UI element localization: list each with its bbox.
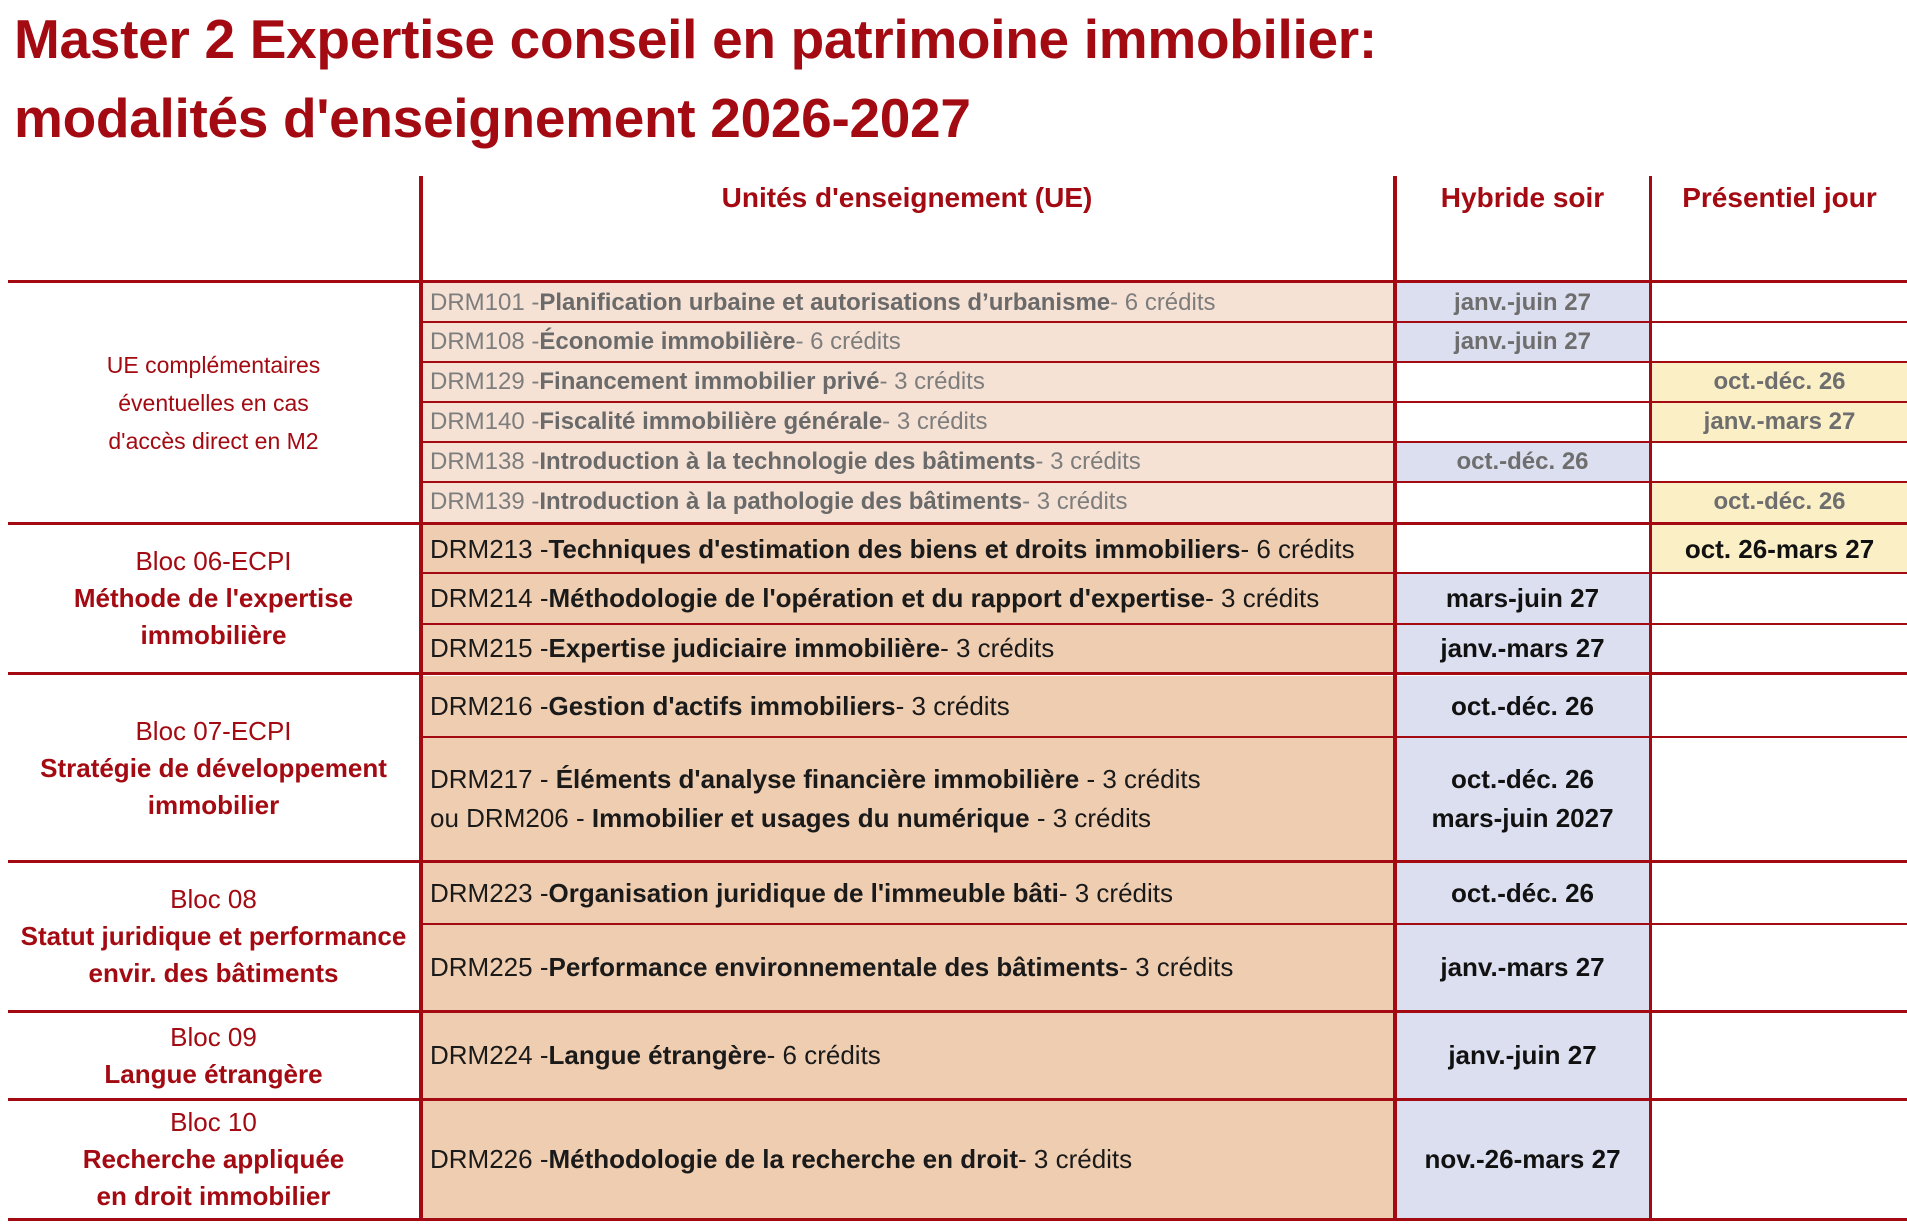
ue-cell: [422, 624, 1393, 672]
ue-cell: [422, 737, 1393, 860]
presentiel-jour-cell: [1652, 624, 1907, 672]
table-bottom-border: [8, 1218, 1907, 1221]
ue-code: DRM214 -: [430, 583, 549, 613]
group-label-line: envir. des bâtiments: [88, 958, 339, 988]
ue-name: Immobilier et usages du numérique: [591, 802, 1030, 833]
ue-name: Langue étrangère: [548, 1040, 767, 1070]
group-label-line: Langue étrangère: [104, 1058, 323, 1089]
ue-credits: - 3 crédits: [879, 368, 985, 395]
group-divider: [8, 860, 1907, 863]
hybride-period: mars-juin 2027: [1431, 802, 1614, 833]
group-divider: [8, 522, 1907, 525]
group-label: [8, 863, 419, 1010]
presentiel-jour-cell: [1652, 482, 1907, 522]
ue-cell: [422, 442, 1393, 482]
ue-code: DRM225 -: [430, 951, 549, 982]
row-divider: [419, 923, 1907, 925]
hybride-period: janv.-juin 27: [1454, 328, 1591, 355]
ue-credits: - 6 crédits: [795, 328, 901, 355]
ue-name: Introduction à la technologie des bâtiments: [539, 448, 1036, 475]
hybride-soir-cell: [1396, 482, 1649, 522]
ue-code: DRM101 -: [430, 288, 540, 316]
ue-cell: [422, 573, 1393, 624]
ue-credits: - 3 crédits: [1018, 1144, 1133, 1174]
hybride-soir-cell: [1396, 863, 1649, 924]
ue-cell: [422, 1101, 1393, 1218]
hybride-soir-cell: [1396, 362, 1649, 402]
ue-name: Fiscalité immobilière générale: [539, 408, 883, 435]
group-label-line: Stratégie de développement: [40, 752, 387, 783]
ue-credits: - 6 crédits: [1110, 288, 1216, 316]
hybride-soir-cell: [1396, 1013, 1649, 1098]
ue-cell: [422, 322, 1393, 362]
group-label: [8, 676, 419, 860]
group-label: [8, 1013, 419, 1098]
presentiel-jour-cell: [1652, 283, 1907, 322]
hybride-soir-cell: [1396, 573, 1649, 624]
group-label-line: Bloc 07-ECPI: [135, 715, 292, 746]
group-label-line: en droit immobilier: [96, 1181, 331, 1211]
ue-credits: - 3 crédits: [1035, 448, 1141, 475]
row-divider: [419, 401, 1907, 403]
ue-cell: [422, 924, 1393, 1010]
ue-credits: - 3 crédits: [1119, 951, 1234, 982]
ue-cell: [422, 362, 1393, 402]
group-label-line: Bloc 10: [170, 1107, 257, 1137]
hybride-soir-cell: [1396, 737, 1649, 860]
ue-code: DRM140 -: [430, 408, 540, 435]
presentiel-jour-cell: [1652, 402, 1907, 442]
group-label: [8, 283, 419, 522]
presentiel-jour-cell: [1652, 1101, 1907, 1218]
ue-credits: - 3 crédits: [1022, 488, 1128, 515]
presentiel-period: janv.-mars 27: [1703, 408, 1856, 435]
presentiel-jour-cell: [1652, 924, 1907, 1010]
row-divider: [419, 321, 1907, 323]
ue-cell: [422, 482, 1393, 522]
group-divider: [8, 1098, 1907, 1101]
ue-cell: [422, 1013, 1393, 1098]
presentiel-jour-cell: [1652, 322, 1907, 362]
ue-code: DRM215 -: [430, 632, 549, 663]
presentiel-period: oct.-déc. 26: [1713, 368, 1846, 395]
hybride-soir-cell: [1396, 442, 1649, 482]
hybride-period: janv.-juin 27: [1454, 288, 1591, 316]
ue-cell: [422, 283, 1393, 322]
ue-credits: - 3 crédits: [882, 408, 988, 435]
ue-name: Méthodologie de l'opération et du rapport d'expertise: [548, 583, 1206, 613]
ue-cell: [422, 402, 1393, 442]
group-label: [8, 1101, 419, 1218]
presentiel-jour-cell: [1652, 863, 1907, 924]
column-divider: [1393, 176, 1397, 1221]
ue-code: DRM226 -: [430, 1144, 549, 1174]
hybride-soir-cell: [1396, 283, 1649, 322]
hybride-period: janv.-juin 27: [1448, 1040, 1597, 1070]
group-label-line: Bloc 08: [170, 884, 257, 914]
group-label-line: immobilière: [140, 620, 287, 650]
ue-credits: - 3 crédits: [940, 632, 1055, 663]
ue-code: DRM129 -: [430, 368, 540, 395]
group-label-line: Statut juridique et performance: [20, 921, 407, 951]
ue-name: Gestion d'actifs immobiliers: [548, 691, 896, 721]
hybride-period: oct.-déc. 26: [1450, 691, 1595, 721]
header-ue: Unités d'enseignement (UE): [721, 182, 1093, 213]
group-divider: [8, 672, 1907, 675]
hybride-soir-cell: [1396, 924, 1649, 1010]
ue-cell: [422, 676, 1393, 737]
ue-name: Méthodologie de la recherche en droit: [548, 1144, 1019, 1174]
column-divider: [1649, 176, 1652, 1221]
hybride-soir-cell: [1396, 624, 1649, 672]
presentiel-jour-cell: [1652, 737, 1907, 860]
row-divider: [419, 736, 1907, 738]
ue-name: Planification urbaine et autorisations d’urbanisme: [539, 288, 1111, 316]
ue-code: DRM213 -: [430, 533, 549, 564]
group-label-line: Bloc 09: [170, 1021, 257, 1052]
ue-credits: - 3 crédits: [895, 691, 1010, 721]
ue-credits: - 6 crédits: [1240, 533, 1355, 564]
ue-code: DRM216 -: [430, 691, 549, 721]
presentiel-jour-cell: [1652, 573, 1907, 624]
ue-name: Financement immobilier privé: [539, 368, 880, 395]
ue-code: ou DRM206 -: [430, 802, 592, 833]
ue-credits: - 3 crédits: [1079, 763, 1201, 794]
ue-credits: - 6 crédits: [766, 1040, 881, 1070]
ue-cell: [422, 525, 1393, 573]
title-line-2: modalités d'enseignement 2026-2027: [14, 87, 971, 149]
hybride-period: oct.-déc. 26: [1456, 448, 1589, 475]
title-line-1: Master 2 Expertise conseil en patrimoine immobilier:: [14, 8, 1377, 70]
hybride-soir-cell: [1396, 402, 1649, 442]
group-label-line: d'accès direct en M2: [108, 427, 319, 454]
presentiel-jour-cell: [1652, 362, 1907, 402]
hybride-soir-cell: [1396, 525, 1649, 573]
ue-code: DRM138 -: [430, 448, 540, 475]
ue-code: DRM223 -: [430, 878, 549, 908]
hybride-soir-cell: [1396, 676, 1649, 737]
row-divider: [419, 481, 1907, 483]
ue-name: Performance environnementale des bâtiments: [548, 951, 1120, 982]
ue-code: DRM217 -: [430, 763, 556, 794]
ue-name: Introduction à la pathologie des bâtiments: [539, 488, 1023, 515]
ue-code: DRM139 -: [430, 488, 540, 515]
presentiel-jour-cell: [1652, 525, 1907, 573]
presentiel-period: oct. 26-mars 27: [1684, 533, 1875, 564]
row-divider: [419, 572, 1907, 574]
presentiel-jour-cell: [1652, 1013, 1907, 1098]
hybride-soir-cell: [1396, 1101, 1649, 1218]
hybride-period: janv.-mars 27: [1440, 951, 1605, 982]
group-label-line: immobilier: [147, 789, 280, 820]
row-divider: [419, 441, 1907, 443]
hybride-soir-cell: [1396, 322, 1649, 362]
column-divider: [419, 176, 423, 1221]
group-divider: [8, 1010, 1907, 1013]
group-label-line: Recherche appliquée: [82, 1144, 345, 1174]
presentiel-period: oct.-déc. 26: [1713, 488, 1846, 515]
row-divider: [419, 361, 1907, 363]
group-label-line: Bloc 06-ECPI: [135, 546, 292, 576]
row-divider: [419, 623, 1907, 625]
header-hybride-soir: Hybride soir: [1440, 182, 1605, 213]
ue-name: Éléments d'analyse financière immobilière: [555, 763, 1080, 794]
ue-credits: - 3 crédits: [1029, 802, 1151, 833]
group-label-line: UE complémentaires: [106, 351, 321, 378]
hybride-period: mars-juin 27: [1445, 583, 1600, 613]
header-presentiel-jour: Présentiel jour: [1682, 182, 1877, 213]
hybride-period: oct.-déc. 26: [1450, 763, 1595, 794]
ue-credits: - 3 crédits: [1205, 583, 1320, 613]
group-label-line: éventuelles en cas: [118, 389, 309, 416]
ue-name: Techniques d'estimation des biens et droits immobiliers: [548, 533, 1241, 564]
group-label-line: Méthode de l'expertise: [73, 583, 354, 613]
presentiel-jour-cell: [1652, 442, 1907, 482]
hybride-period: nov.-26-mars 27: [1424, 1144, 1621, 1174]
hybride-period: janv.-mars 27: [1440, 632, 1605, 663]
ue-name: Économie immobilière: [539, 328, 796, 355]
ue-cell: [422, 863, 1393, 924]
group-label: [8, 525, 419, 672]
group-divider: [8, 280, 1907, 283]
ue-credits: - 3 crédits: [1058, 878, 1174, 908]
presentiel-jour-cell: [1652, 676, 1907, 737]
ue-name: Expertise judiciaire immobilière: [548, 632, 941, 663]
ue-name: Organisation juridique de l'immeuble bâti: [548, 878, 1059, 908]
ue-code: DRM224 -: [430, 1040, 549, 1070]
hybride-period: oct.-déc. 26: [1450, 878, 1595, 908]
ue-code: DRM108 -: [430, 328, 540, 355]
